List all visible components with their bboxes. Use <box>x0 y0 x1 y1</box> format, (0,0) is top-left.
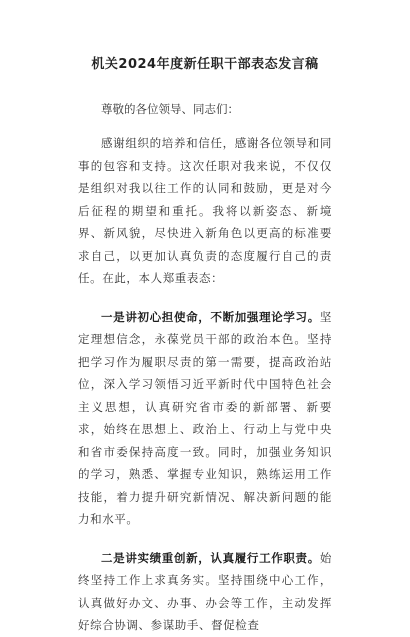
paragraph-1 <box>78 132 332 290</box>
paragraph-2-lead: 一是讲初心担使命，不断加强理论学习。 <box>101 309 320 324</box>
paragraph-2 <box>78 306 332 531</box>
paragraph-3-text: 始终坚持工作上求真务实。坚持围绕中心工作，认真做好办文、办事、办会等工作，主动发挥好综合协调、参谋助手、督促检查 <box>78 550 332 632</box>
paragraph-3-lead: 二是讲实绩重创新，认真履行工作职责。 <box>101 550 320 565</box>
document-title: 机关2024年度新任职干部表态发言稿 <box>91 57 319 72</box>
salutation: 尊敬的各位领导、同志们： <box>101 102 239 116</box>
paragraph-1-text: 感谢组织的培养和信任，感谢各位领导和同事的包容和支持。这次任职对我来说，不仅仅是组织对我以往工作的认同和鼓励，更是对今后征程的期望和重托。我将以新姿态、新境界、新风貌，尽快进入新角色以更高的标准要求自己，以更加认真负责的态度履行自己的责任。在此，本人郑重表态： <box>78 136 332 285</box>
paragraph-2-text: 坚定理想信念，永葆党员干部的政治本色。坚持把学习作为履职尽责的第一需要，提高政治站位，深入学习领悟习近平新时代中国特色社会主义思想，认真研究省市委的新部署、新要求，始终在思想上、政治上、行动上与党中央和省市委保持高度一致。同时，加强业务知识的学习，熟悉、掌握专业知识，熟练运用工作技能，着力提升研究新情况、解决新问题的能力和水平。 <box>78 309 332 526</box>
paragraph-3 <box>78 547 332 637</box>
